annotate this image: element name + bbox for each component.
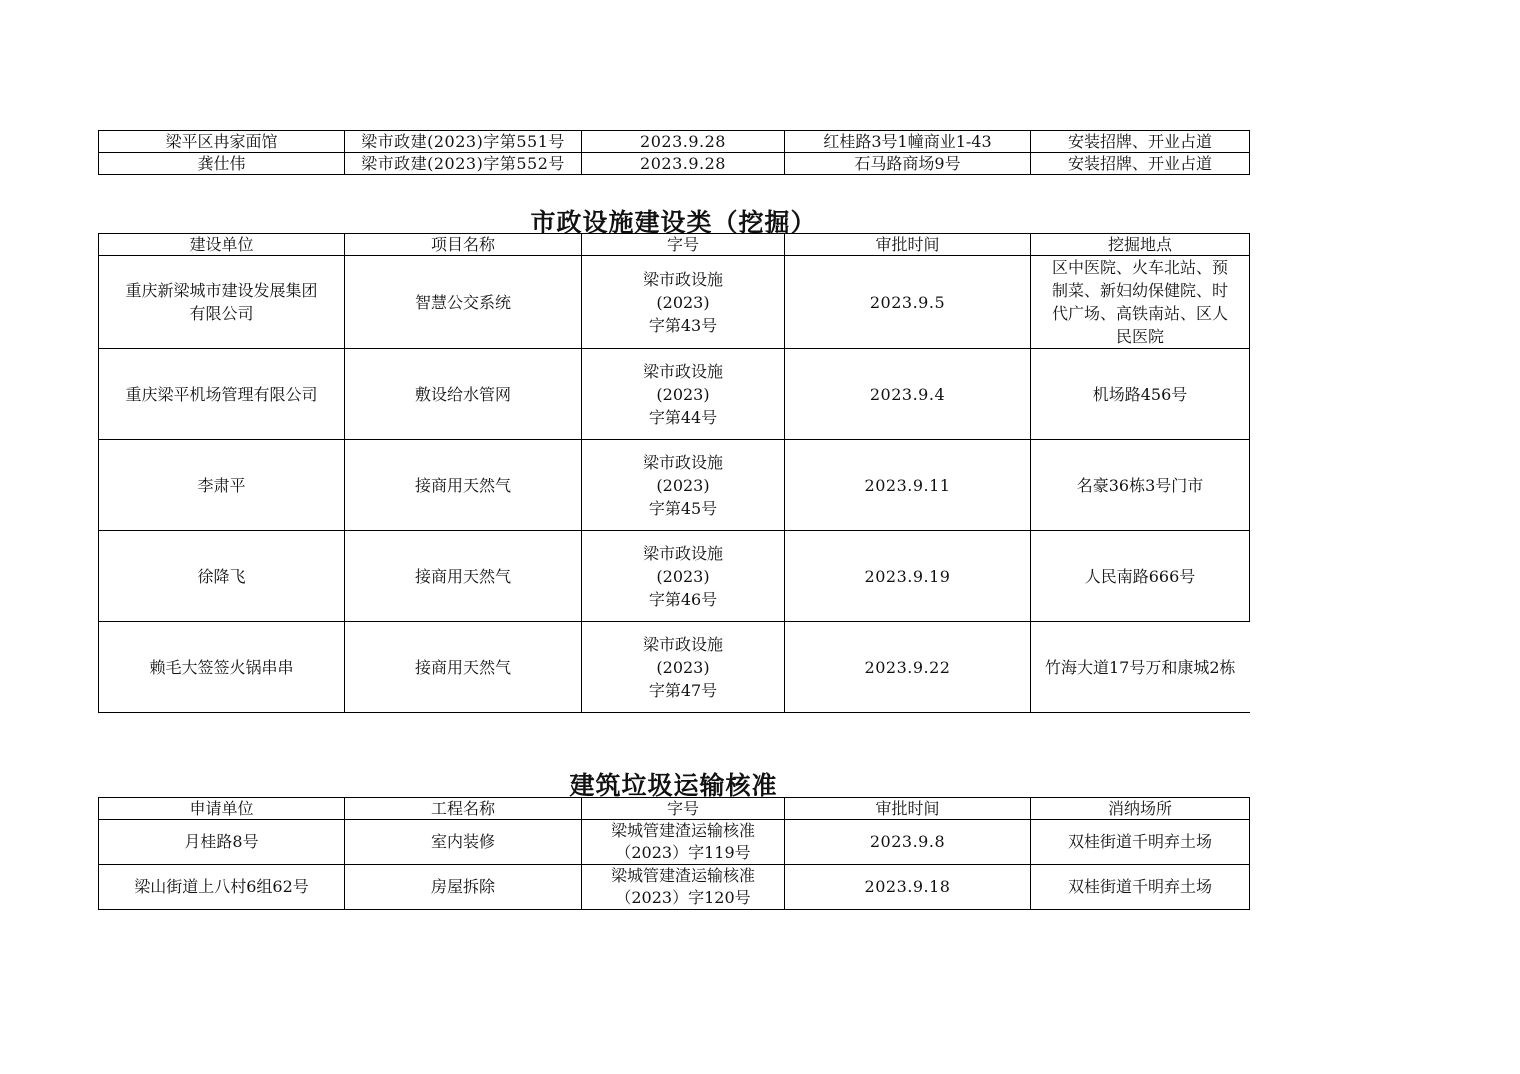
- permit-number-cell: 梁市政设施 (2023) 字第46号: [582, 531, 785, 622]
- table-row: [99, 820, 1250, 865]
- table-row: [99, 131, 1250, 153]
- applicant-cell: 龚仕伟: [99, 153, 345, 175]
- project-cell: 室内装修: [345, 820, 582, 865]
- permit-number-cell: 梁市政设施 (2023) 字第47号: [582, 622, 785, 713]
- project-cell: 接商用天然气: [345, 622, 582, 713]
- applicant-cell: 月桂路8号: [99, 820, 345, 865]
- applicant-cell: 梁平区冉家面馆: [99, 131, 345, 153]
- approval-date-cell: 2023.9.18: [785, 865, 1031, 910]
- table-row: [99, 256, 1250, 349]
- approval-date-cell: 2023.9.28: [582, 131, 785, 153]
- column-header: 工程名称: [345, 798, 582, 820]
- table-header-row: [99, 798, 1250, 820]
- permit-number-cell: 梁市政建(2023)字第552号: [345, 153, 582, 175]
- location-cell: 石马路商场9号: [785, 153, 1031, 175]
- section-title-construction-waste: 建筑垃圾运输核准: [569, 771, 778, 800]
- excavation-site-cell: 区中医院、火车北站、预 制菜、新妇幼保健院、时 代广场、高铁南站、区人 民医院: [1031, 256, 1250, 349]
- location-cell: 红桂路3号1幢商业1-43: [785, 131, 1031, 153]
- builder-cell: 李肃平: [99, 440, 345, 531]
- column-header: 审批时间: [785, 234, 1031, 256]
- column-header: 审批时间: [785, 798, 1031, 820]
- table-row: [99, 622, 1250, 713]
- permit-number-cell: 梁市政设施 (2023) 字第45号: [582, 440, 785, 531]
- approval-date-cell: 2023.9.11: [785, 440, 1031, 531]
- approval-date-cell: 2023.9.5: [785, 256, 1031, 349]
- approval-date-cell: 2023.9.8: [785, 820, 1031, 865]
- excavation-permit-table: [98, 233, 1250, 713]
- table-row: [99, 531, 1250, 622]
- waste-transport-table: [98, 797, 1250, 910]
- column-header: 项目名称: [345, 234, 582, 256]
- builder-cell: 重庆梁平机场管理有限公司: [99, 349, 345, 440]
- project-cell: 房屋拆除: [345, 865, 582, 910]
- approval-date-cell: 2023.9.19: [785, 531, 1031, 622]
- applicant-cell: 梁山街道上八村6组62号: [99, 865, 345, 910]
- table-row: [99, 349, 1250, 440]
- table-header-row: [99, 234, 1250, 256]
- permit-table-signage: [98, 130, 1250, 175]
- disposal-site-cell: 双桂街道千明弃土场: [1031, 820, 1250, 865]
- excavation-site-cell: 机场路456号: [1031, 349, 1250, 440]
- builder-cell: 赖毛大签签火锅串串: [99, 622, 345, 713]
- excavation-site-cell: 竹海大道17号万和康城2栋: [1031, 622, 1250, 713]
- approval-date-cell: 2023.9.4: [785, 349, 1031, 440]
- column-header: 字号: [582, 798, 785, 820]
- project-cell: 智慧公交系统: [345, 256, 582, 349]
- approval-date-cell: 2023.9.28: [582, 153, 785, 175]
- project-cell: 接商用天然气: [345, 440, 582, 531]
- column-header: 挖掘地点: [1031, 234, 1250, 256]
- builder-cell: 重庆新梁城市建设发展集团 有限公司: [99, 256, 345, 349]
- permit-number-cell: 梁市政设施 (2023) 字第43号: [582, 256, 785, 349]
- column-header: 建设单位: [99, 234, 345, 256]
- builder-cell: 徐降飞: [99, 531, 345, 622]
- permit-number-cell: 梁市政设施 (2023) 字第44号: [582, 349, 785, 440]
- approval-date-cell: 2023.9.22: [785, 622, 1031, 713]
- column-header: 消纳场所: [1031, 798, 1250, 820]
- purpose-cell: 安装招牌、开业占道: [1031, 131, 1250, 153]
- column-header: 申请单位: [99, 798, 345, 820]
- table-row: [99, 153, 1250, 175]
- excavation-site-cell: 名豪36栋3号门市: [1031, 440, 1250, 531]
- column-header: 字号: [582, 234, 785, 256]
- permit-number-cell: 梁市政建(2023)字第551号: [345, 131, 582, 153]
- permit-number-cell: 梁城管建渣运输核准 （2023）字120号: [582, 865, 785, 910]
- section-title-excavation: 市政设施建设类（挖掘）: [530, 208, 817, 237]
- table-row: [99, 865, 1250, 910]
- disposal-site-cell: 双桂街道千明弃土场: [1031, 865, 1250, 910]
- permit-number-cell: 梁城管建渣运输核准 （2023）字119号: [582, 820, 785, 865]
- excavation-site-cell: 人民南路666号: [1031, 531, 1250, 622]
- table-row: [99, 440, 1250, 531]
- purpose-cell: 安装招牌、开业占道: [1031, 153, 1250, 175]
- project-cell: 敷设给水管网: [345, 349, 582, 440]
- project-cell: 接商用天然气: [345, 531, 582, 622]
